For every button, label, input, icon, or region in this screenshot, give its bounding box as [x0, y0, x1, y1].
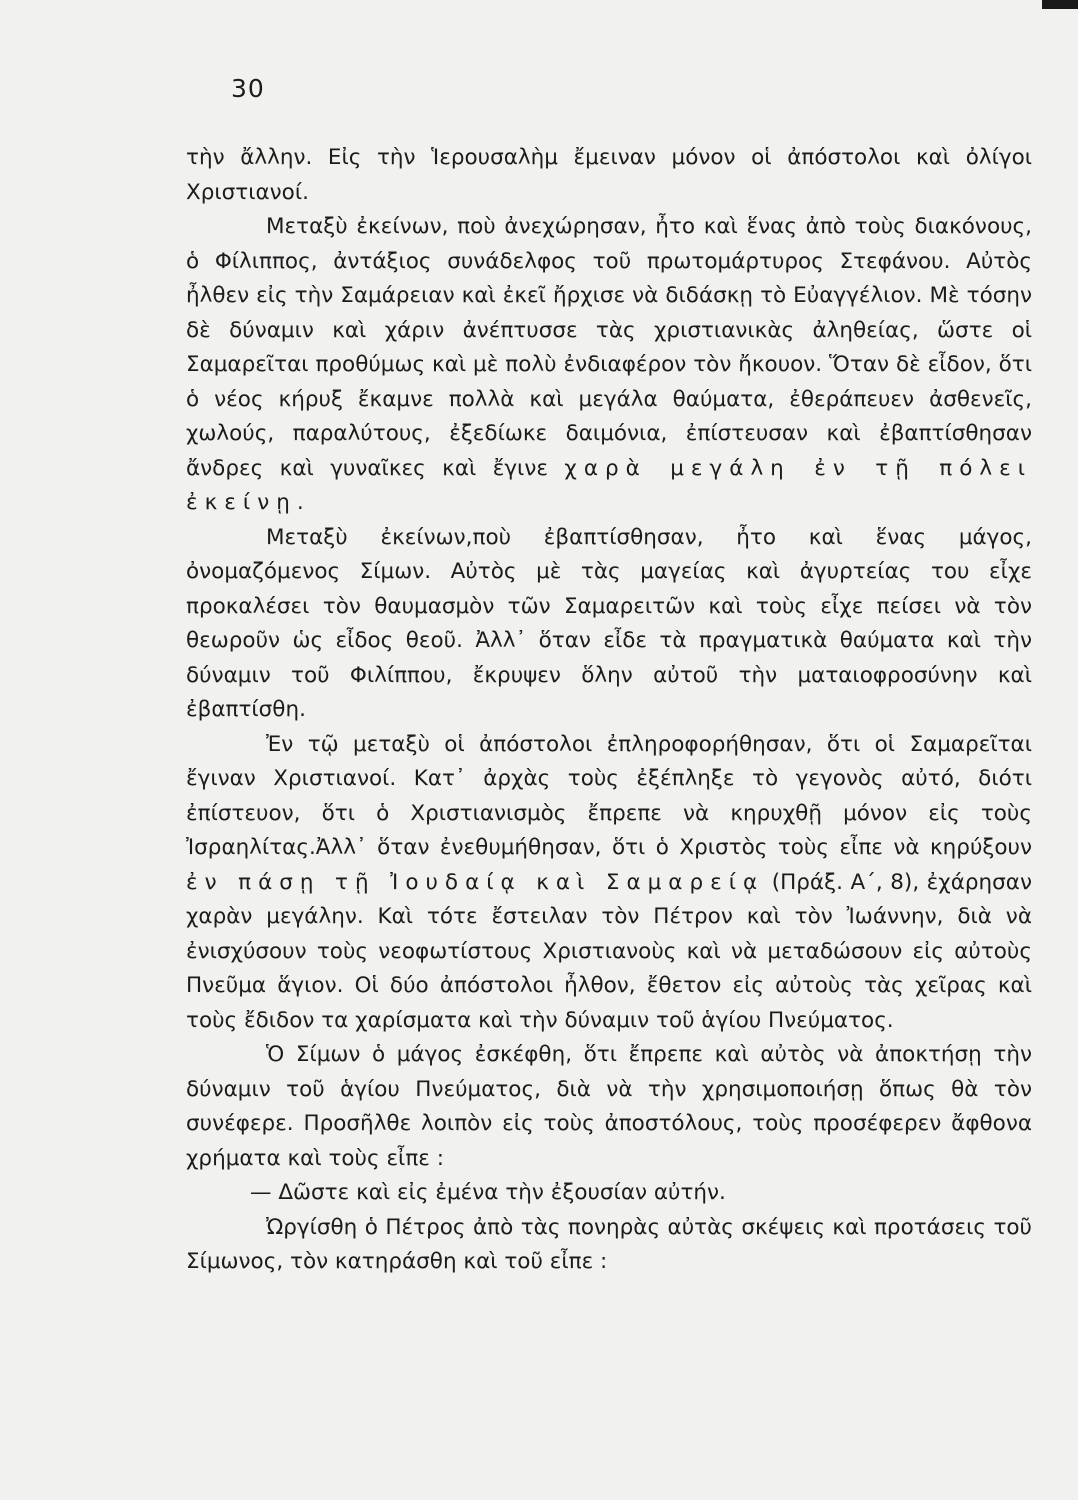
paragraph	[186, 1211, 1032, 1280]
paragraph	[186, 521, 1032, 728]
text-run: — Δῶστε καὶ εἰς ἐμένα τὴν ἐξουσίαν αὐτήν.	[250, 1180, 726, 1205]
paragraph	[186, 141, 1032, 210]
body-text	[186, 141, 1032, 1280]
text-run: Ἐν τῷ μεταξὺ οἱ ἀπόστολοι ἐπληροφορήθησαν, ὅτι οἱ Σαμαρεῖται ἔγιναν Χριστιανοί. Κατ᾽ ἀρχὰς τοὺς ἐξέπληξε τὸ γεγονὸς αὐτό, διότι ἐπίστευον, ὅτι ὁ Χριστιανισμὸς ἔπρεπε νὰ κηρυχθῇ μόνον εἰς τοὺς Ἰσραηλίτας.Ἀλλ᾽ ὅταν ἐνεθυμήθησαν, ὅτι ὁ Χριστὸς τοὺς εἶπε νὰ κηρύξουν	[186, 731, 1032, 860]
paragraph	[186, 728, 1032, 1039]
text-run: .	[296, 490, 304, 515]
text-run: (Πράξ. Α΄, 8), ἐχάρησαν χαρὰν μεγάλην. Καὶ τότε ἔστειλαν τὸν Πέτρον καὶ τὸν Ἰωάννην, διὰ νὰ ἐνισχύσουν τοὺς νεοφωτίστους Χριστιανοὺς καὶ νὰ μεταδώσουν εἰς αὐτοὺς Πνεῦμα ἅγιον. Οἱ δύο ἀπόστολοι ἦλθον, ἔθετον εἰς αὐτοὺς τὰς χεῖρας καὶ τοὺς ἔδιδον τα χαρίσματα καὶ τὴν δύναμιν τοῦ ἁγίου Πνεύματος.	[186, 869, 1032, 1033]
paragraph	[186, 1038, 1032, 1176]
page-edge-mark	[1042, 0, 1078, 9]
text-run: Μεταξὺ ἐκείνων,ποὺ ἐβαπτίσθησαν, ἦτο καὶ ἕνας μάγος, ὀνομαζόμενος Σίμων. Αὐτὸς μὲ τὰς μαγείας καὶ ἀγυρτείας του εἶχε προκαλέσει τὸν θαυμασμὸν τῶν Σαμαρειτῶν καὶ τοὺς εἶχε πείσει νὰ τὸν θεωροῦν ὡς εἶδος θεοῦ. Ἀλλ᾽ ὅταν εἶδε τὰ πραγματικὰ θαύματα καὶ τὴν δύναμιν τοῦ Φιλίππου, ἔκρυψεν ὅλην αὐτοῦ τὴν ματαιοφροσύνην καὶ ἐβαπτίσθη.	[186, 524, 1032, 722]
text-run: Μεταξὺ ἐκείνων, ποὺ ἀνεχώρησαν, ἦτο καὶ ἕνας ἀπὸ τοὺς διακόνους, ὁ Φίλιππος, ἀντάξιος συνάδελφος τοῦ πρωτομάρτυρος Στεφάνου. Αὐτὸς ἦλθεν εἰς τὴν Σαμάρειαν καὶ ἐκεῖ ἤρχισε νὰ διδάσκῃ τὸ Εὐαγγέλιον. Μὲ τόσην δὲ δύναμιν καὶ χάριν ἀνέπτυσσε τὰς χριστιανικὰς ἀληθείας, ὥστε οἱ Σαμαρεῖται προθύμως καὶ μὲ πολὺ ἐνδιαφέρον τὸν ἤκουον. Ὅταν δὲ εἶδον, ὅτι ὁ νέος κήρυξ ἔκαμνε πολλὰ καὶ μεγάλα θαύματα, ἐθεράπευεν ἀσθενεῖς, χωλούς, παραλύτους, ἐξεδίωκε δαιμόνια, ἐπίστευσαν καὶ ἐβαπτίσθησαν ἄνδρες καὶ γυναῖκες καὶ ἔγινε	[186, 214, 1032, 481]
text-run: τὴν ἄλλην. Εἰς τὴν Ἱερουσαλὴμ ἔμειναν μόνον οἱ ἀπόστολοι καὶ ὀλίγοι Χριστιανοί.	[186, 145, 1032, 205]
paragraph	[186, 210, 1032, 521]
spaced-emphasis: ἐν πάσῃ τῇ Ἰουδαίᾳ καὶ Σαμαρείᾳ	[186, 869, 765, 895]
text-run: Ὠργίσθη ὁ Πέτρος ἀπὸ τὰς πονηρὰς αὐτὰς σκέψεις καὶ προτάσεις τοῦ Σίμωνος, τὸν κατηράσθη καὶ τοῦ εἶπε :	[186, 1214, 1032, 1274]
text-run: Ὁ Σίμων ὁ μάγος ἐσκέφθη, ὅτι ἔπρεπε καὶ αὐτὸς νὰ ἀποκτήσῃ τὴν δύναμιν τοῦ ἁγίου Πνεύματος, διὰ νὰ τὴν χρησιμοποιήσῃ ὅπως θὰ τὸν συνέφερε. Προσῆλθε λοιπὸν εἰς τοὺς ἀποστόλους, τοὺς προσέφερεν ἄφθονα χρήματα καὶ τοὺς εἶπε :	[186, 1042, 1032, 1171]
dialogue-line	[186, 1176, 1032, 1211]
spaced-emphasis: χαρὰ μεγάλη ἐν τῇ πόλει ἐκείνῃ	[186, 455, 1033, 515]
page-number: 30	[231, 74, 265, 103]
